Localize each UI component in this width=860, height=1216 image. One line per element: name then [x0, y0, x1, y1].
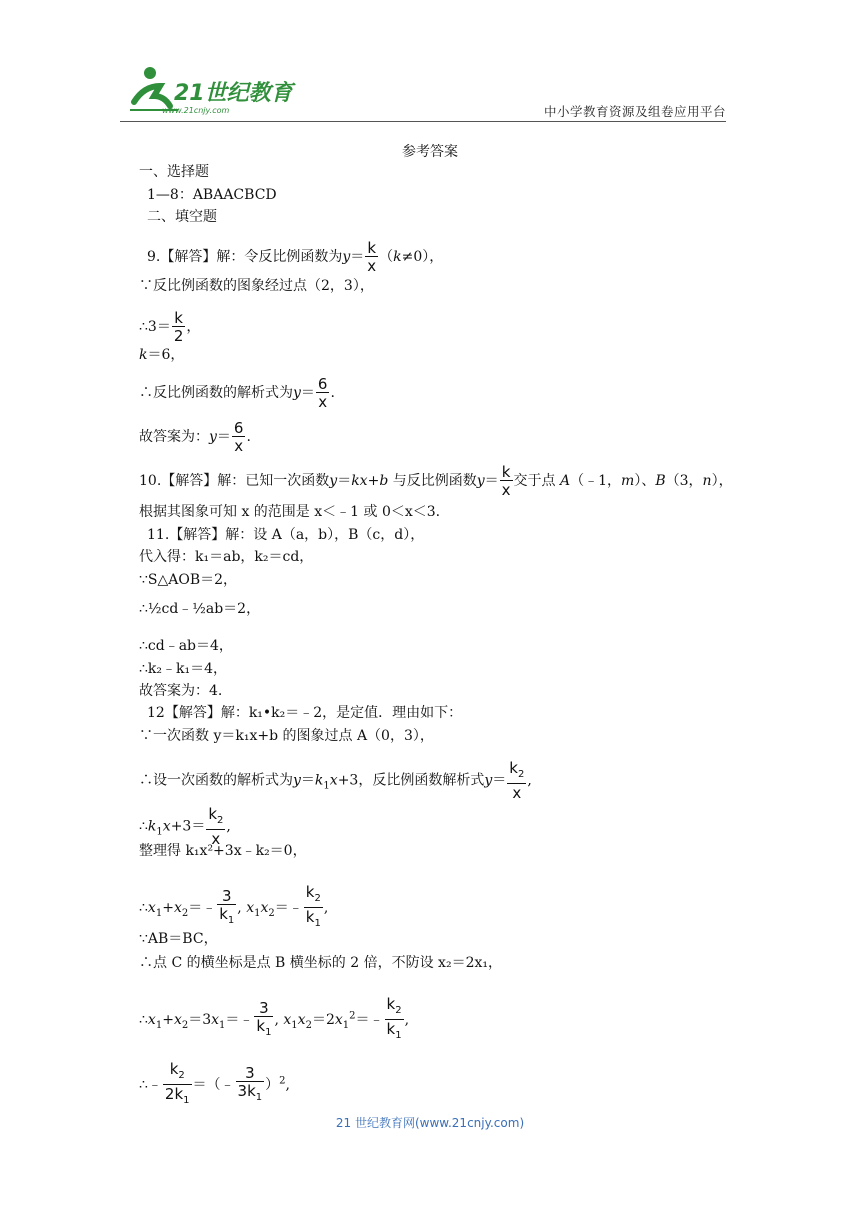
section-choice: 一、选择题 [139, 164, 209, 180]
page-title: 参考答案 [402, 144, 458, 160]
q11-line1: 11.【解答】解：设 A（a，b），B（c，d）， [147, 527, 425, 543]
q12-line6: $\therefore x_1+x_2=﹣$ $\frac{3}{k_1}$ , $x_1x_2=﹣$ $\frac{k_2}{k_1}$ , [139, 884, 328, 932]
q11-line5: ∴cd﹣ab＝4， [139, 638, 233, 654]
header-platform-text: 中小学教育资源及组卷应用平台 [543, 104, 726, 119]
q11-line3: ∵S△AOB＝2， [139, 572, 238, 588]
header-divider [120, 121, 726, 122]
q12-line4: $\therefore k_1x+3=$ $\frac{k_2}{x}$ , [139, 805, 231, 848]
footer-link[interactable]: 21 世纪教育网(www.21cnjy.com) [335, 1116, 525, 1130]
choice-answers: 1—8：ABAACBCD [147, 187, 277, 203]
q12-line9: $\therefore x_1+x_2=3x_1=﹣$ $\frac{3}{k_1}$ , $x_1x_2=2x_1^2=﹣$ $\frac{k_2}{k_1}$ , [139, 996, 409, 1044]
q12-line1: 12【解答】解：k₁•k₂＝﹣2，是定值．理由如下： [147, 705, 463, 721]
section-fill: 二、填空题 [147, 209, 217, 225]
q12-line8: ∴点 C 的横坐标是点 B 横坐标的 2 倍，不防设 x₂＝2x₁， [139, 955, 502, 971]
q10-line2: 根据其图象可知 x 的范围是 x＜﹣1 或 0＜x＜3. [139, 504, 441, 520]
q11-line6: ∴k₂﹣k₁＝4， [139, 661, 228, 677]
logo-21cnjy [120, 62, 300, 118]
svg-text:www.21cnjy.com: www.21cnjy.com [162, 106, 230, 115]
q11-line7: 故答案为：4. [139, 683, 223, 699]
q9-line2: ∵反比例函数的图象经过点（2，3）， [139, 278, 374, 294]
q10-line1: 10.【解答】解：已知一次函数y＝kx+b 与反比例函数y＝ $\frac{k}{x}$ 交于点 A（﹣1，m）、B（3，n）， [139, 463, 733, 499]
q9-line3: ∴3＝ $\frac{k}{2}$ ， [139, 309, 201, 345]
q9-line1: 9.【解答】解：令反比例函数为y＝ $\frac{k}{x}$ （k≠0）， [147, 239, 444, 275]
q12-line7: ∵AB＝BC， [139, 931, 218, 947]
q12-line5: 整理得 k₁x²+3x﹣k₂＝0， [139, 843, 307, 859]
q11-line2: 代入得：k₁＝ab，k₂＝cd， [139, 549, 314, 565]
page-header [120, 62, 726, 122]
q9-line5: ∴反比例函数的解析式为y＝ $\frac{6}{x}$ . [139, 375, 335, 411]
q9-line6: 故答案为：y＝ $\frac{6}{x}$ . [139, 419, 251, 455]
q12-line2: ∵一次函数 y＝k₁x+b 的图象过点 A（0，3）， [139, 728, 434, 744]
svg-text:21世纪教育: 21世纪教育 [174, 81, 293, 106]
q9-line4: k＝6， [139, 347, 185, 363]
q12-line3: ∴设一次函数的解析式为$y=k_1x+3$，反比例函数解析式y＝ $\frac{k_2}{x}$ , [139, 759, 532, 802]
q12-line10: ∴﹣ $\frac{k_2}{2k_1}$ ＝（﹣ $\frac{3}{3k_1}$ ）$^2$, [139, 1061, 290, 1109]
q11-line4: ∴½cd﹣½ab＝2， [139, 601, 261, 617]
